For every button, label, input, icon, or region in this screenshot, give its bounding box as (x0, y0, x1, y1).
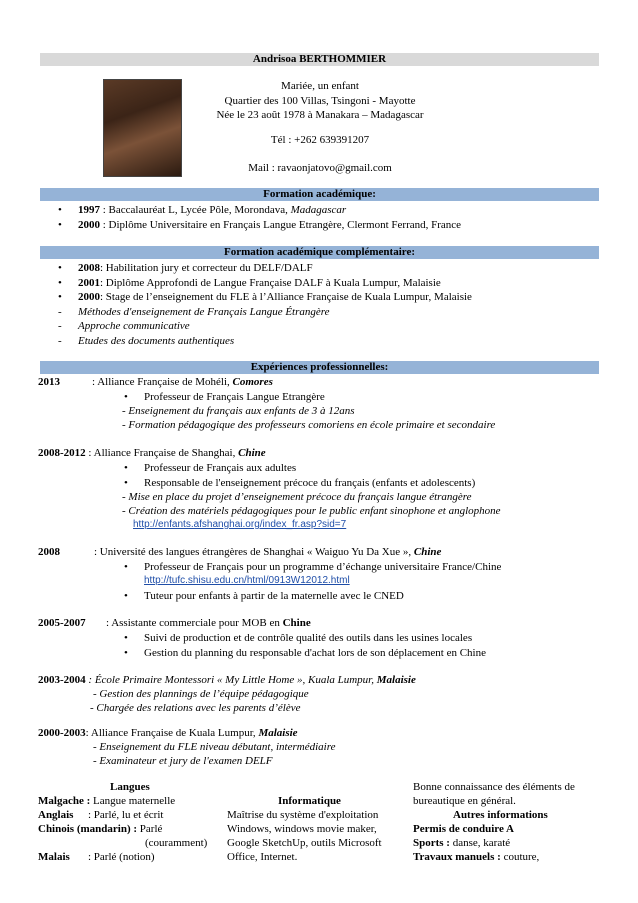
experience-link[interactable]: http://enfants.afshanghai.org/index_fr.asp?sid=7 (133, 519, 347, 530)
langue-row: Anglais : Parlé, lu et écrit (38, 809, 164, 821)
experience-dash: - Enseignement du FLE niveau débutant, intermédiaire (93, 741, 336, 753)
experience-2008-2012: 2008-2012 : Alliance Française de Shanghai, Chine (38, 447, 266, 459)
autres-row: Permis de conduire A (413, 823, 514, 835)
email[interactable]: Mail : ravaonjatovo@gmail.com (248, 162, 392, 174)
experience-2013: 2013 : Alliance Française de Mohéli, Comores (38, 376, 273, 388)
experience-2000-2003: 2000-2003: Alliance Française de Kuala Lumpur, Malaisie (38, 727, 298, 739)
langue-row: Malais : Parlé (notion) (38, 851, 155, 863)
experience-dash: - Formation pédagogique des professeurs comoriens en école primaire et secondaire (122, 419, 496, 431)
experience-dash: - Enseignement du français aux enfants de 3 à 12ans (122, 405, 355, 417)
informatique-line: Windows, windows movie maker, (227, 823, 377, 835)
autres-intro: Bonne connaissance des éléments de (413, 781, 575, 793)
experience-dash: - Chargée des relations avec les parents d’élève (90, 702, 301, 714)
experience-dash: - Création des matériels pédagogiques pour le public enfant sinophone et anglophone (122, 505, 501, 517)
langue-row: Chinois (mandarin) : Parlé (38, 823, 163, 835)
autres-row: Sports : danse, karaté (413, 837, 511, 849)
experience-dash: - Gestion des plannings de l’équipe pédagogique (93, 688, 309, 700)
section-complement-title: Formation académique complémentaire: (40, 246, 599, 259)
experience-dash: - Mise en place du projet d’enseignement précoce du français langue étrangère (122, 491, 472, 503)
autres-intro: bureautique en général. (413, 795, 516, 807)
address: Quartier des 100 Villas, Tsingoni - Mayotte (224, 95, 416, 107)
experience-link[interactable]: http://tufc.shisu.edu.cn/html/0913W12012.html (144, 575, 350, 586)
experience-2005-2007: 2005-2007 : Assistante commerciale pour MOB en Chine (38, 617, 311, 629)
informatique-line: Google SketchUp, outils Microsoft (227, 837, 382, 849)
informatique-line: Maîtrise du système d'exploitation (227, 809, 379, 821)
langue-row: (couramment) (145, 837, 208, 849)
section-formation-title: Formation académique: (40, 188, 599, 201)
informatique-title: Informatique (278, 795, 341, 807)
informatique-line: Office, Internet. (227, 851, 298, 863)
profile-photo (103, 79, 182, 177)
experience-2003-2004: 2003-2004 : École Primaire Montessori « My Little Home », Kuala Lumpur, Malaisie (38, 674, 416, 686)
langues-title: Langues (110, 781, 150, 793)
experience-2008: 2008 : Université des langues étrangères de Shanghai « Waiguo Yu Da Xue », Chine (38, 546, 442, 558)
phone: Tél : +262 639391207 (270, 134, 370, 146)
autres-title: Autres informations (453, 809, 548, 821)
header-name: Andrisoa BERTHOMMIER (40, 53, 599, 66)
birth-info: Née le 23 août 1978 à Manakara – Madagascar (216, 109, 424, 121)
section-experiences-title: Expériences professionnelles: (40, 361, 599, 374)
marital-status: Mariée, un enfant (281, 80, 359, 92)
experience-dash: - Examinateur et jury de l'examen DELF (93, 755, 273, 767)
autres-row: Travaux manuels : couture, (413, 851, 540, 863)
langue-row: Malgache : Langue maternelle (38, 795, 176, 807)
